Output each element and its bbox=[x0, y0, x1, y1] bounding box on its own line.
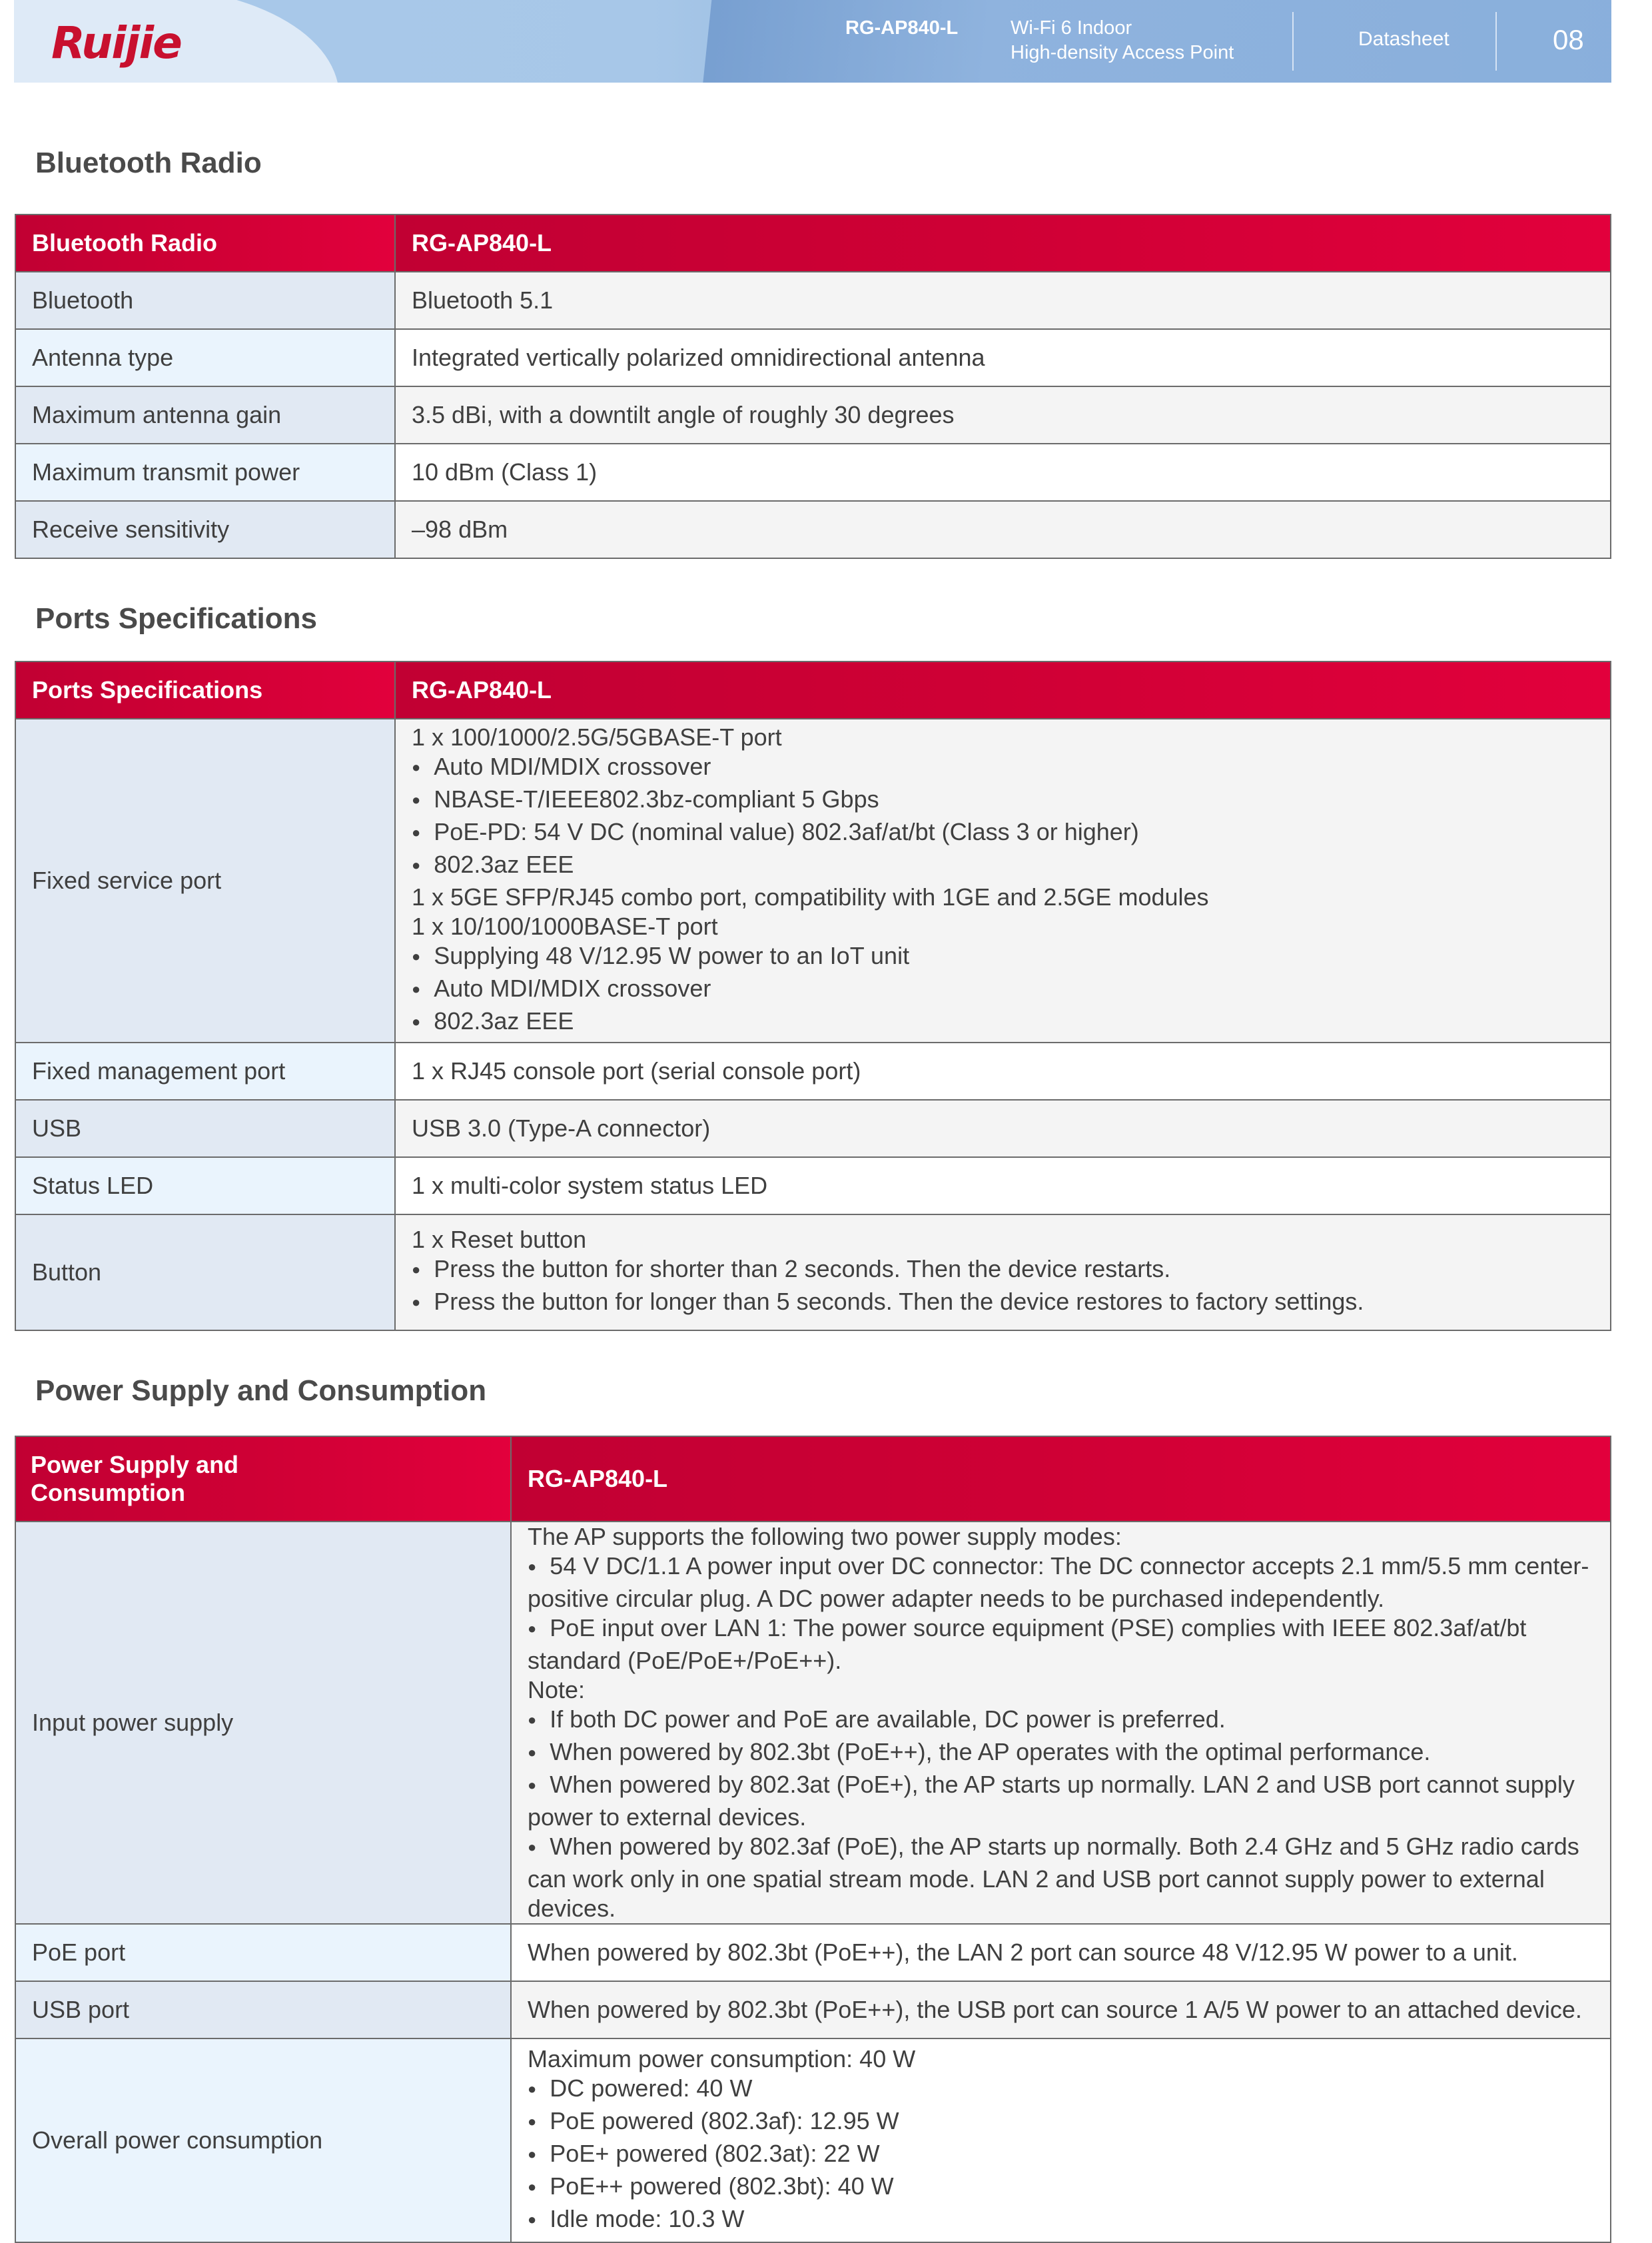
header-model: RG-AP840-L bbox=[845, 17, 959, 39]
ruijie-logo: Ruijie bbox=[51, 17, 181, 69]
section-title-ports: Ports Specifications bbox=[35, 602, 318, 635]
row-value bbox=[395, 719, 1611, 1043]
bullet-item: ● 54 V DC/1.1 A power input over DC connector: The DC connector accepts 2.1 mm/5.5 mm center-positive circular plug. A DC power adapter needs to be purchased independently. bbox=[528, 1552, 1594, 1613]
row-key: PoE port bbox=[15, 1924, 511, 1981]
row-value bbox=[511, 1522, 1611, 1924]
table-header-label: Power Supply and Consumption bbox=[15, 1436, 511, 1522]
table-header-model: RG-AP840-L bbox=[395, 662, 1611, 719]
section-title-bluetooth: Bluetooth Radio bbox=[35, 147, 262, 179]
bullet-item: ● PoE powered (802.3af): 12.95 W bbox=[528, 2106, 1594, 2139]
bullet-item: ● PoE input over LAN 1: The power source equipment (PSE) complies with IEEE 802.3af/at/bt standard (PoE/PoE+/PoE++). bbox=[528, 1613, 1594, 1675]
table-header-row bbox=[15, 215, 1611, 272]
header-doc-type: Datasheet bbox=[1358, 28, 1449, 50]
table-row bbox=[15, 329, 1611, 386]
header-divider bbox=[1292, 12, 1294, 71]
bullet-item: ● Auto MDI/MDIX crossover bbox=[412, 752, 1594, 785]
row-value: –98 dBm bbox=[395, 501, 1611, 558]
bullet-item: ● 802.3az EEE bbox=[412, 850, 1594, 883]
value-line: Maximum power consumption: 40 W bbox=[528, 2044, 916, 2072]
row-value: Bluetooth 5.1 bbox=[395, 272, 1611, 329]
row-value bbox=[511, 2038, 1611, 2242]
row-value: 10 dBm (Class 1) bbox=[395, 444, 1611, 501]
row-key: Fixed service port bbox=[15, 719, 395, 1043]
header-description bbox=[1011, 16, 1234, 65]
bullet-item: ● Auto MDI/MDIX crossover bbox=[412, 974, 1594, 1007]
row-key: USB port bbox=[15, 1981, 511, 2038]
row-key: Maximum antenna gain bbox=[15, 386, 395, 444]
table-row bbox=[15, 2038, 1611, 2242]
row-key: Antenna type bbox=[15, 329, 395, 386]
row-value: 3.5 dBi, with a downtilt angle of roughly 30 degrees bbox=[395, 386, 1611, 444]
power-spec-table bbox=[15, 1436, 1611, 2243]
row-key: Status LED bbox=[15, 1157, 395, 1214]
table-row bbox=[15, 1214, 1611, 1330]
bullet-item: ● Idle mode: 10.3 W bbox=[528, 2204, 1594, 2237]
table-row bbox=[15, 386, 1611, 444]
bullet-item: ● PoE-PD: 54 V DC (nominal value) 802.3af/at/bt (Class 3 or higher) bbox=[412, 817, 1594, 850]
row-value: When powered by 802.3bt (PoE++), the USB port can source 1 A/5 W power to an attached device. bbox=[511, 1981, 1611, 2038]
table-row bbox=[15, 272, 1611, 329]
bullet-item: ● 802.3az EEE bbox=[412, 1007, 1594, 1039]
bullet-item: ● When powered by 802.3bt (PoE++), the AP operates with the optimal performance. bbox=[528, 1737, 1594, 1770]
table-header-label: Bluetooth Radio bbox=[15, 215, 395, 272]
bullet-item: ● Press the button for shorter than 2 seconds. Then the device restarts. bbox=[412, 1254, 1594, 1287]
row-value bbox=[395, 1214, 1611, 1330]
bullet-item: ● DC powered: 40 W bbox=[528, 2074, 1594, 2106]
row-key: Fixed management port bbox=[15, 1043, 395, 1100]
header-divider bbox=[1495, 12, 1497, 71]
header-description-line1: Wi-Fi 6 Indoor bbox=[1011, 17, 1132, 39]
table-header-model: RG-AP840-L bbox=[395, 215, 1611, 272]
row-key: USB bbox=[15, 1100, 395, 1157]
section-title-power: Power Supply and Consumption bbox=[35, 1374, 487, 1407]
row-key: Input power supply bbox=[15, 1522, 511, 1924]
value-line: 1 x 10/100/1000BASE-T port bbox=[412, 912, 718, 940]
page-header bbox=[14, 0, 1611, 83]
bullet-item: ● When powered by 802.3at (PoE+), the AP starts up normally. LAN 2 and USB port cannot supply power to external devices. bbox=[528, 1770, 1594, 1832]
bullet-item: ● If both DC power and PoE are available, DC power is preferred. bbox=[528, 1705, 1594, 1737]
table-row bbox=[15, 444, 1611, 501]
table-header-model: RG-AP840-L bbox=[511, 1436, 1611, 1522]
table-row bbox=[15, 1043, 1611, 1100]
value-line: 1 x 100/1000/2.5G/5GBASE-T port bbox=[412, 723, 782, 751]
table-header-label: Ports Specifications bbox=[15, 662, 395, 719]
row-value: Integrated vertically polarized omnidirectional antenna bbox=[395, 329, 1611, 386]
ports-spec-table bbox=[15, 661, 1611, 1331]
table-row bbox=[15, 1100, 1611, 1157]
value-line: 1 x 5GE SFP/RJ45 combo port, compatibility with 1GE and 2.5GE modules bbox=[412, 883, 1209, 911]
bluetooth-spec-table bbox=[15, 214, 1611, 559]
bullet-item: ● NBASE-T/IEEE802.3bz-compliant 5 Gbps bbox=[412, 785, 1594, 817]
row-key: Receive sensitivity bbox=[15, 501, 395, 558]
bullet-item: ● When powered by 802.3af (PoE), the AP starts up normally. Both 2.4 GHz and 5 GHz radio cards can work only in one spatial stream mode. LAN 2 and USB port cannot supply power to external devices. bbox=[528, 1832, 1594, 1923]
row-key: Button bbox=[15, 1214, 395, 1330]
row-value: USB 3.0 (Type-A connector) bbox=[395, 1100, 1611, 1157]
table-row bbox=[15, 719, 1611, 1043]
row-key: Bluetooth bbox=[15, 272, 395, 329]
value-line: 1 x Reset button bbox=[412, 1226, 587, 1253]
bullet-item: ● Supplying 48 V/12.95 W power to an IoT unit bbox=[412, 941, 1594, 974]
value-line: The AP supports the following two power supply modes: bbox=[528, 1523, 1122, 1550]
page-number: 08 bbox=[1553, 24, 1584, 55]
table-header-row bbox=[15, 662, 1611, 719]
bullet-item: ● PoE+ powered (802.3at): 22 W bbox=[528, 2139, 1594, 2172]
table-row bbox=[15, 501, 1611, 558]
table-row bbox=[15, 1981, 1611, 2038]
table-row bbox=[15, 1924, 1611, 1981]
row-key: Maximum transmit power bbox=[15, 444, 395, 501]
row-key: Overall power consumption bbox=[15, 2038, 511, 2242]
table-row bbox=[15, 1522, 1611, 1924]
header-description-line2: High-density Access Point bbox=[1011, 42, 1234, 63]
table-header-row bbox=[15, 1436, 1611, 1522]
bullet-item: ● Press the button for longer than 5 seconds. Then the device restores to factory settings. bbox=[412, 1287, 1594, 1320]
row-value: 1 x multi-color system status LED bbox=[395, 1157, 1611, 1214]
value-line: Note: bbox=[528, 1676, 586, 1703]
table-row bbox=[15, 1157, 1611, 1214]
bullet-item: ● PoE++ powered (802.3bt): 40 W bbox=[528, 2172, 1594, 2204]
row-value: When powered by 802.3bt (PoE++), the LAN 2 port can source 48 V/12.95 W power to a unit. bbox=[511, 1924, 1611, 1981]
row-value: 1 x RJ45 console port (serial console port) bbox=[395, 1043, 1611, 1100]
